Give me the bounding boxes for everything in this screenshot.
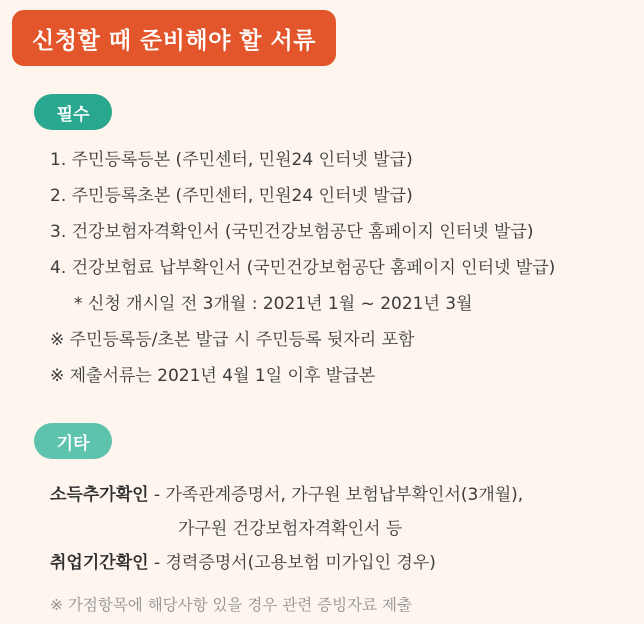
row-term: 취업기간확인 <box>50 553 149 573</box>
other-badge <box>34 423 112 459</box>
required-documents-list <box>50 150 555 402</box>
other-row-employment <box>50 553 523 587</box>
list-item: 4. 건강보험료 납부확인서 (국민건강보험공단 홈페이지 인터넷 발급) <box>50 258 556 278</box>
list-item: 2. 주민등록초본 (주민센터, 민원24 인터넷 발급) <box>50 186 413 206</box>
period-note: * 신청 개시일 전 3개월 : 2021년 1월 ~ 2021년 3월 <box>74 294 473 314</box>
row-term: 소득추가확인 <box>50 485 149 505</box>
other-row-income <box>50 485 523 519</box>
required-badge-label: 필수 <box>56 104 90 125</box>
note-item: ※ 주민등록등/초본 발급 시 주민등록 뒷자리 포함 <box>50 330 415 350</box>
section-title-tag <box>12 10 336 66</box>
list-item: 1. 주민등록등본 (주민센터, 민원24 인터넷 발급) <box>50 150 413 170</box>
required-badge <box>34 94 112 130</box>
row-description: - 경력증명서(고용보험 미가입인 경우) <box>148 553 436 573</box>
section-title: 신청할 때 준비해야 할 서류 <box>32 27 316 54</box>
row-description: - 가족관계증명서, 가구원 보험납부확인서(3개월), <box>148 485 524 505</box>
list-item: 3. 건강보험자격확인서 (국민건강보험공단 홈페이지 인터넷 발급) <box>50 222 534 242</box>
other-badge-label: 기타 <box>56 433 90 454</box>
note-item: ※ 제출서류는 2021년 4월 1일 이후 발급본 <box>50 366 376 386</box>
row-description: 가구원 건강보험자격확인서 등 <box>178 519 403 539</box>
footnote: ※ 가점항목에 해당사항 있을 경우 관련 증빙자료 제출 <box>50 596 412 614</box>
other-row-continuation <box>50 519 523 553</box>
other-documents <box>50 485 523 587</box>
